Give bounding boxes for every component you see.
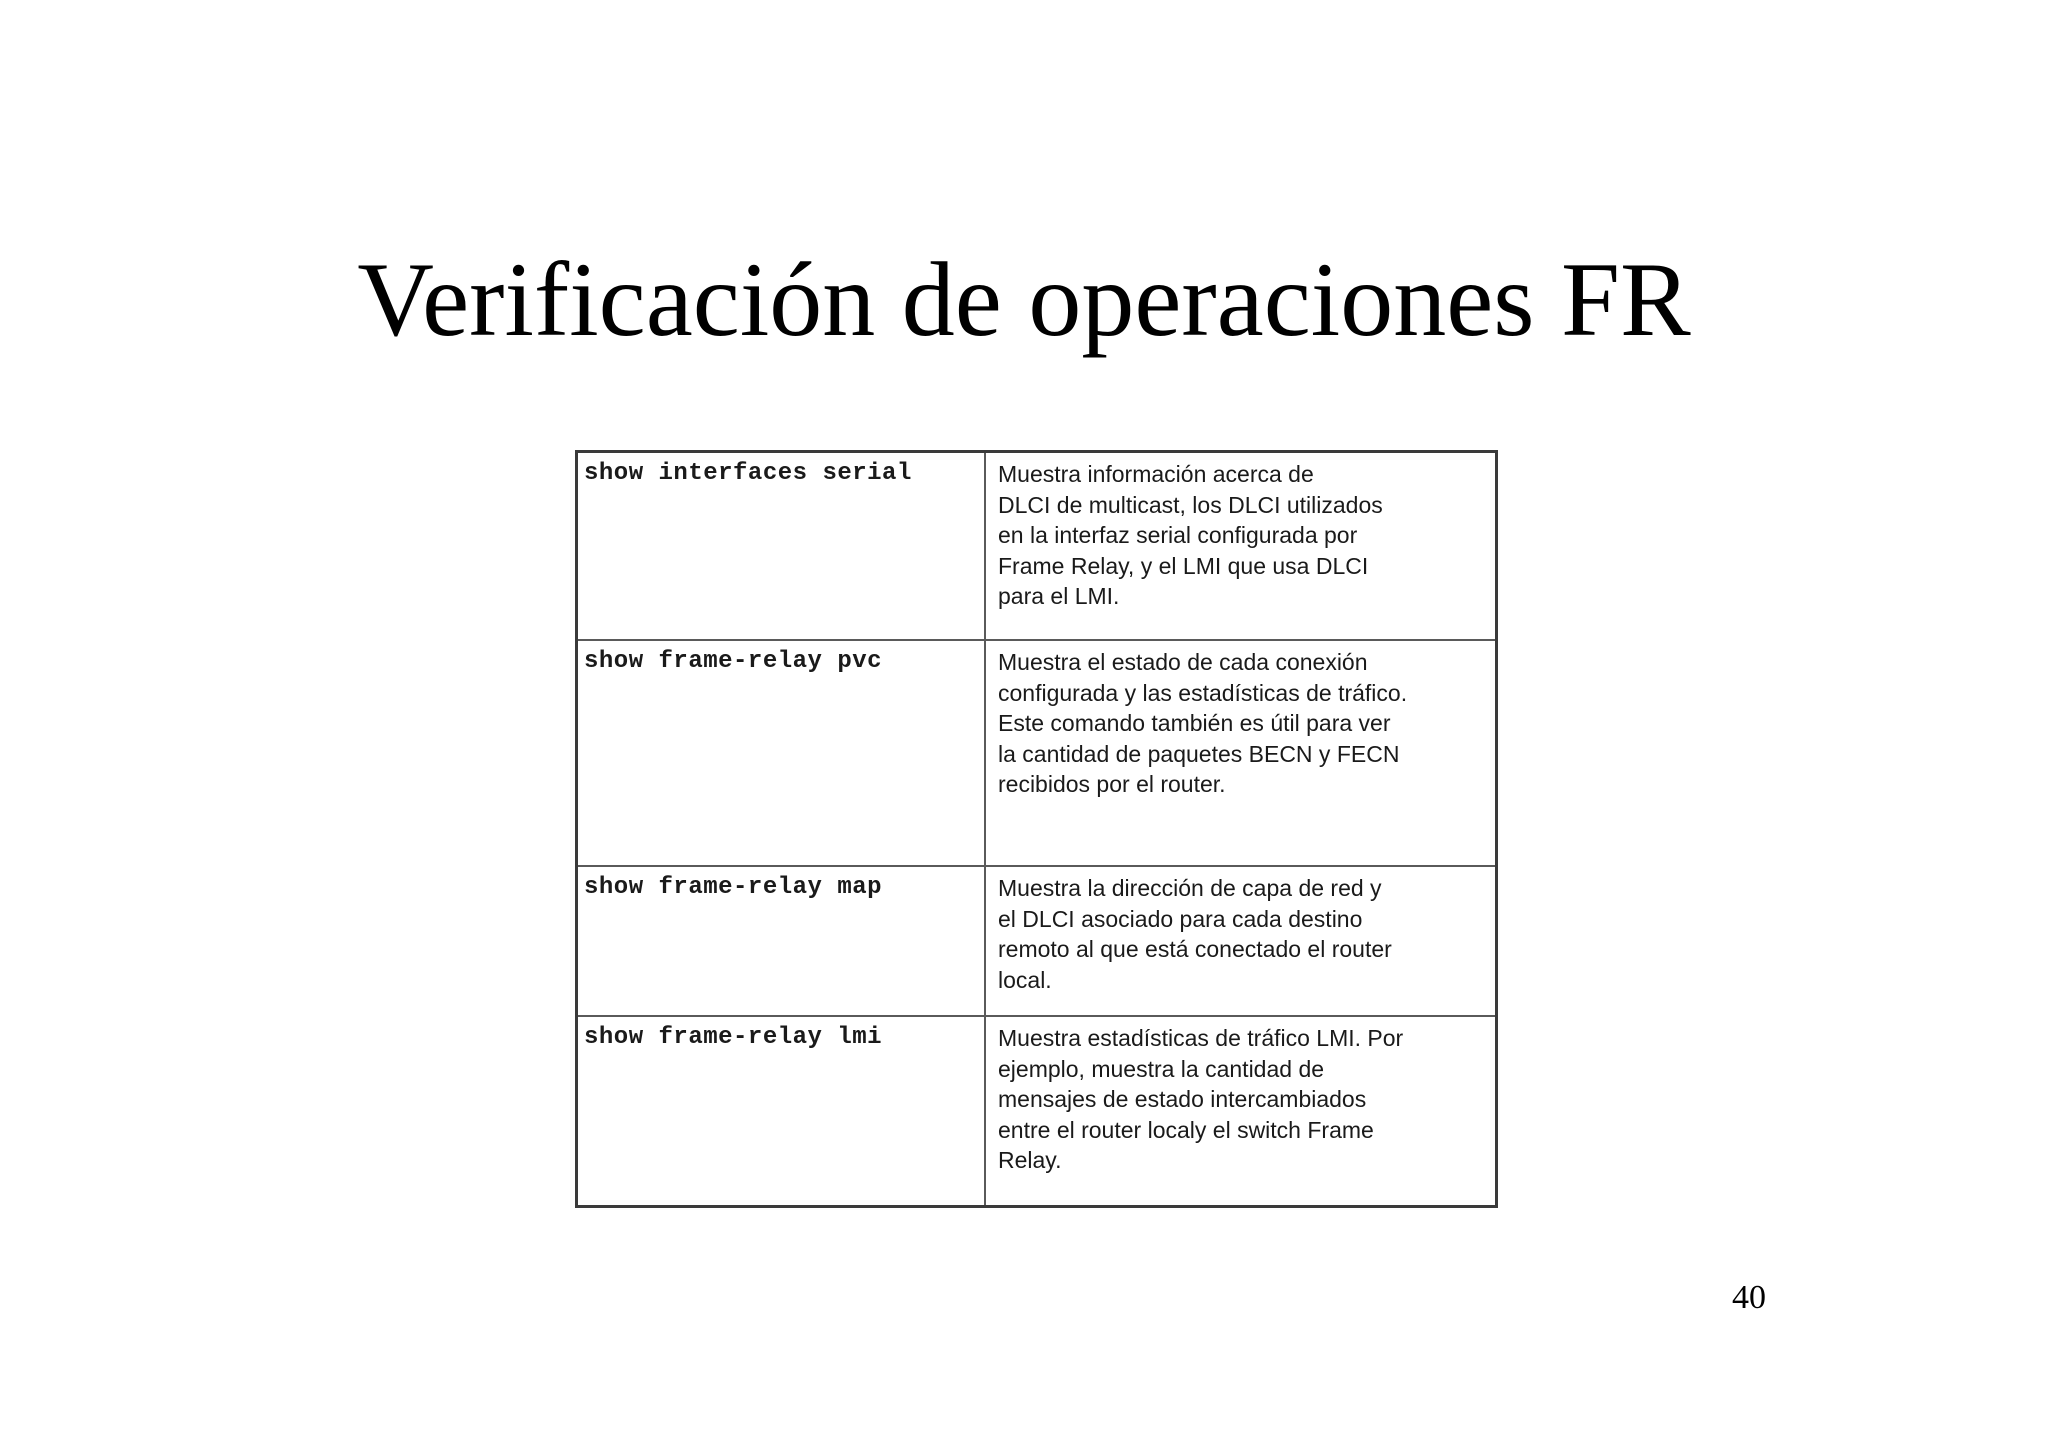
command-cell: show frame-relay lmi <box>577 1016 986 1207</box>
description-cell: Muestra la dirección de capa de red y el DLCI asociado para cada destino remoto al que está conectado el router local. <box>985 866 1497 1016</box>
table-row <box>577 640 1497 866</box>
description-cell: Muestra información acerca de DLCI de multicast, los DLCI utilizados en la interfaz serial configurada por Frame Relay, y el LMI que usa DLCI para el LMI. <box>985 452 1497 641</box>
table-row <box>577 1016 1497 1207</box>
command-cell: show frame-relay map <box>577 866 986 1016</box>
table-row <box>577 866 1497 1016</box>
command-cell: show interfaces serial <box>577 452 986 641</box>
table-row <box>577 452 1497 641</box>
description-cell: Muestra estadísticas de tráfico LMI. Por ejemplo, muestra la cantidad de mensajes de estado intercambiados entre el router localy el switch Frame Relay. <box>985 1016 1497 1207</box>
page-number: 40 <box>1732 1279 1766 1316</box>
command-cell: show frame-relay pvc <box>577 640 986 866</box>
slide-title: Verificación de operaciones FR <box>357 241 1691 358</box>
command-table <box>575 450 1498 1208</box>
description-cell: Muestra el estado de cada conexión configurada y las estadísticas de tráfico. Este comando también es útil para ver la cantidad de paquetes BECN y FECN recibidos por el router. <box>985 640 1497 866</box>
